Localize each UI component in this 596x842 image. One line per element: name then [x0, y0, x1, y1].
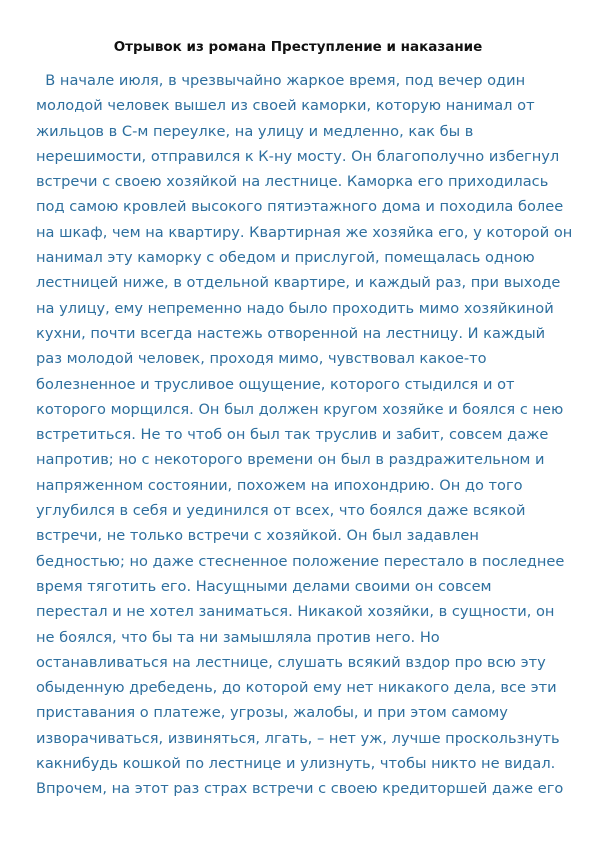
body-line: встречи с своею хозяйкой на лестнице. Каморка его приходилась: [36, 173, 549, 191]
body-line: под самою кровлей высокого пятиэтажного дома и походила более: [36, 198, 564, 216]
body-line: на улицу, ему непременно надо было проходить мимо хозяйкиной: [36, 299, 554, 317]
body-line: лестницей ниже, в отдельной квартире, и каждый раз, при выходе: [36, 274, 561, 292]
body-line: нанимал эту каморку с обедом и прислугой, помещалась одною: [36, 249, 535, 267]
body-line: встречи, не только встречи с хозяйкой. Он был задавлен: [36, 527, 479, 545]
body-line: приставания о платеже, угрозы, жалобы, и при этом самому: [36, 704, 508, 722]
body-line: бедностью; но даже стесненное положение перестало в последнее: [36, 552, 565, 570]
body-line: которого морщился. Он был должен кругом хозяйке и боялся с нею: [36, 400, 564, 418]
document-title: Отрывок из романа Преступление и наказание: [113, 39, 483, 55]
body-line: останавливаться на лестнице, слушать всякий вздор про всю эту: [36, 653, 546, 671]
body-line: обыденную дребедень, до которой ему нет никакого дела, все эти: [36, 679, 557, 697]
body-line: встретиться. Не то чтоб он был так труслив и забит, совсем даже: [36, 426, 549, 444]
body-line: раз молодой человек, проходя мимо, чувствовал какое-то: [36, 350, 487, 368]
body-line: какнибудь кошкой по лестнице и улизнуть, чтобы никто не видал.: [36, 755, 556, 773]
body-line: нерешимости, отправился к К-ну мосту. Он благополучно избегнул: [36, 147, 560, 165]
body-line: не боялся, что бы та ни замышляла против него. Но: [36, 628, 440, 646]
body-line: болезненное и трусливое ощущение, которого стыдился и от: [36, 375, 515, 393]
body-line: В начале июля, в чрезвычайно жаркое время, под вечер один: [36, 72, 526, 89]
body-line: напротив; но с некоторого времени он был в раздражительном и: [36, 451, 545, 469]
body-line: перестал и не хотел заниматься. Никакой хозяйки, в сущности, он: [36, 603, 555, 621]
document-body: [36, 68, 573, 802]
body-line: кухни, почти всегда настежь отворенной на лестницу. И каждый: [36, 324, 546, 342]
body-line: изворачиваться, извиняться, лгать, – нет уж, лучше проскользнуть: [36, 729, 560, 747]
body-line: молодой человек вышел из своей каморки, которую нанимал от: [36, 97, 535, 115]
body-line: Впрочем, на этот раз страх встречи с своею кредиторшей даже его: [36, 780, 564, 798]
body-line: на шкаф, чем на квартиру. Квартирная же хозяйка его, у которой он: [36, 223, 573, 241]
body-line: время тяготить его. Насущными делами своими он совсем: [36, 577, 492, 595]
body-line: напряженном состоянии, похожем на ипохондрию. Он до того: [36, 476, 523, 494]
body-line: углубился в себя и уединился от всех, что боялся даже всякой: [36, 502, 526, 520]
body-line: жильцов в С-м переулке, на улицу и медленно, как бы в: [36, 122, 474, 140]
